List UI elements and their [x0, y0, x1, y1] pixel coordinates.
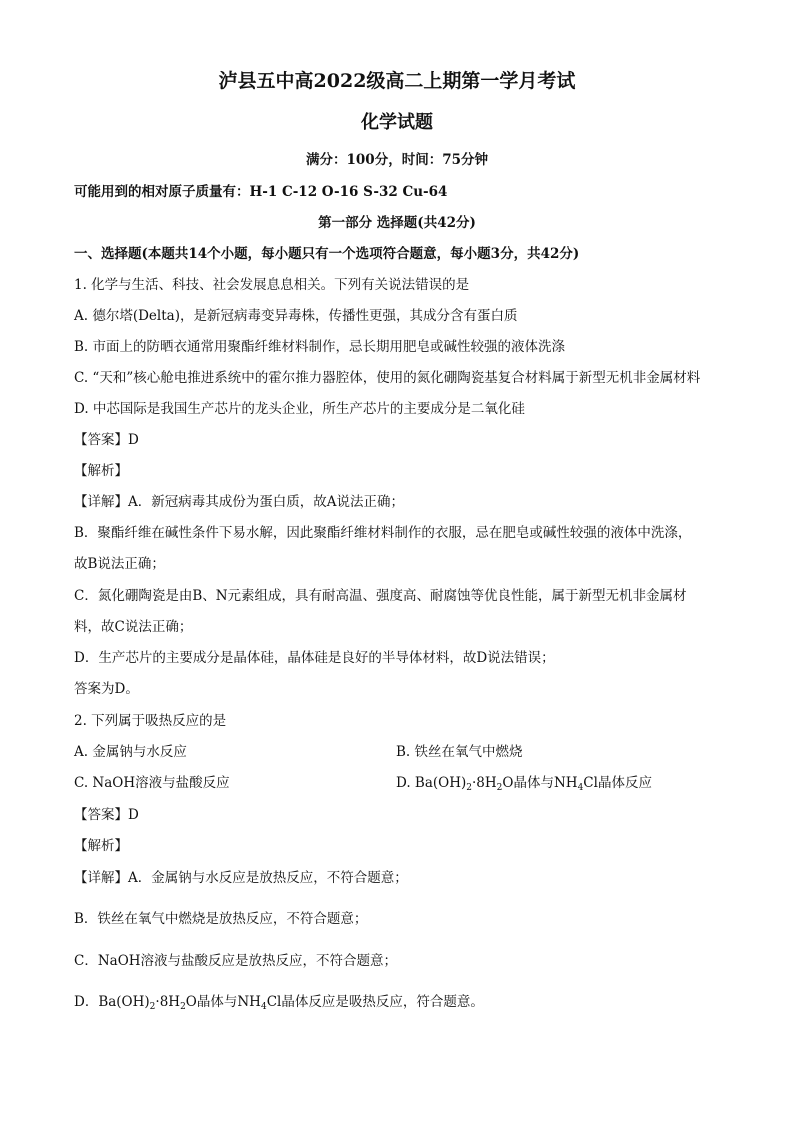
q1-option-d: D. 中芯国际是我国生产芯片的龙头企业，所生产芯片的主要成分是二氧化硅 [74, 401, 525, 417]
section-one-heading: 一、选择题(本题共14个小题，每小题只有一个选项符合题意，每小题3分，共42分) [74, 246, 580, 262]
q2-detail-d-part1: D．Ba(OH) [74, 994, 150, 1010]
q1-option-c: C. “天和”核心舱电推进系统中的霍尔推力器腔体，使用的氮化硼陶瓷基复合材料属于新型无机非金属材料 [74, 370, 701, 386]
q2-option-a: A. 金属钠与水反应 [74, 744, 187, 760]
q1-option-a: A. 德尔塔(Delta)，是新冠病毒变异毒株，传播性更强，其成分含有蛋白质 [74, 308, 518, 324]
q1-conclusion: 答案为D。 [74, 681, 139, 697]
q2-option-c: C. NaOH溶液与盐酸反应 [74, 775, 230, 791]
subject-title: 化学试题 [361, 112, 433, 133]
q1-detail-c-line1: C．氮化硼陶瓷是由B、N元素组成，具有耐高温、强度高、耐腐蚀等优良性能，属于新型无机非金属材 [74, 588, 687, 604]
score-time: 满分：100分，时间：75分钟 [306, 152, 488, 168]
q1-analysis-label: 【解析】 [74, 463, 128, 479]
q2-option-d-part1: D. Ba(OH) [396, 775, 467, 791]
q2-option-d-part4: Cl晶体反应 [583, 775, 652, 791]
q1-stem: 1. 化学与生活、科技、社会发展息息相关。下列有关说法错误的是 [74, 277, 470, 293]
q2-option-d [396, 774, 652, 792]
q2-answer: 【答案】D [74, 807, 139, 823]
q2-detail-d-sub1: 2 [149, 1002, 156, 1012]
q2-option-d-sub1: 2 [466, 783, 473, 793]
exam-title: 泸县五中高2022级高二上期第一学月考试 [218, 70, 576, 92]
q2-detail-c: C．NaOH溶液与盐酸反应是放热反应，不符合题意； [74, 953, 398, 969]
q2-option-d-part2: ·8H [472, 775, 497, 791]
q2-option-d-sub3: 4 [577, 783, 584, 793]
q2-detail-d [74, 993, 484, 1011]
q2-analysis-label: 【解析】 [74, 838, 128, 854]
q2-detail-d-sub2: 2 [180, 1002, 186, 1012]
q2-option-d-sub2: 2 [496, 783, 503, 793]
q1-option-b: B. 市面上的防晒衣通常用聚酯纤维材料制作，忌长期用肥皂或碱性较强的液体洗涤 [74, 339, 566, 355]
q2-detail-b: B．铁丝在氧气中燃烧是放热反应，不符合题意； [74, 911, 368, 927]
q2-detail-a: 【详解】A．金属钠与水反应是放热反应，不符合题意； [74, 870, 408, 886]
q2-stem: 2. 下列属于吸热反应的是 [74, 713, 227, 729]
q1-detail-d: D．生产芯片的主要成分是晶体硅，晶体硅是良好的半导体材料，故D说法错误； [74, 650, 555, 666]
part-one-heading: 第一部分 选择题(共42分) [318, 215, 476, 231]
q2-detail-d-part2: ·8H [155, 994, 181, 1010]
q1-answer: 【答案】D [74, 432, 139, 448]
q2-option-b: B. 铁丝在氧气中燃烧 [396, 744, 523, 760]
q1-detail-b-line1: B．聚酯纤维在碱性条件下易水解，因此聚酯纤维材料制作的衣服，忌在肥皂或碱性较强的液体中洗涤， [74, 525, 692, 541]
q1-detail-c-line2: 料，故C说法正确； [74, 619, 193, 635]
q2-detail-d-part4: Cl晶体反应是吸热反应，符合题意。 [266, 994, 484, 1010]
q2-detail-d-sub3: 4 [260, 1002, 267, 1012]
q2-option-d-part3: O晶体与NH [502, 775, 578, 791]
q1-detail-a: 【详解】A．新冠病毒其成份为蛋白质，故A说法正确； [74, 494, 404, 510]
q2-detail-d-part3: O晶体与NH [185, 994, 261, 1010]
atomic-mass-line: 可能用到的相对原子质量有：H-1 C-12 O-16 S-32 Cu-64 [74, 184, 448, 200]
q1-detail-b-line2: 故B说法正确； [74, 556, 165, 572]
